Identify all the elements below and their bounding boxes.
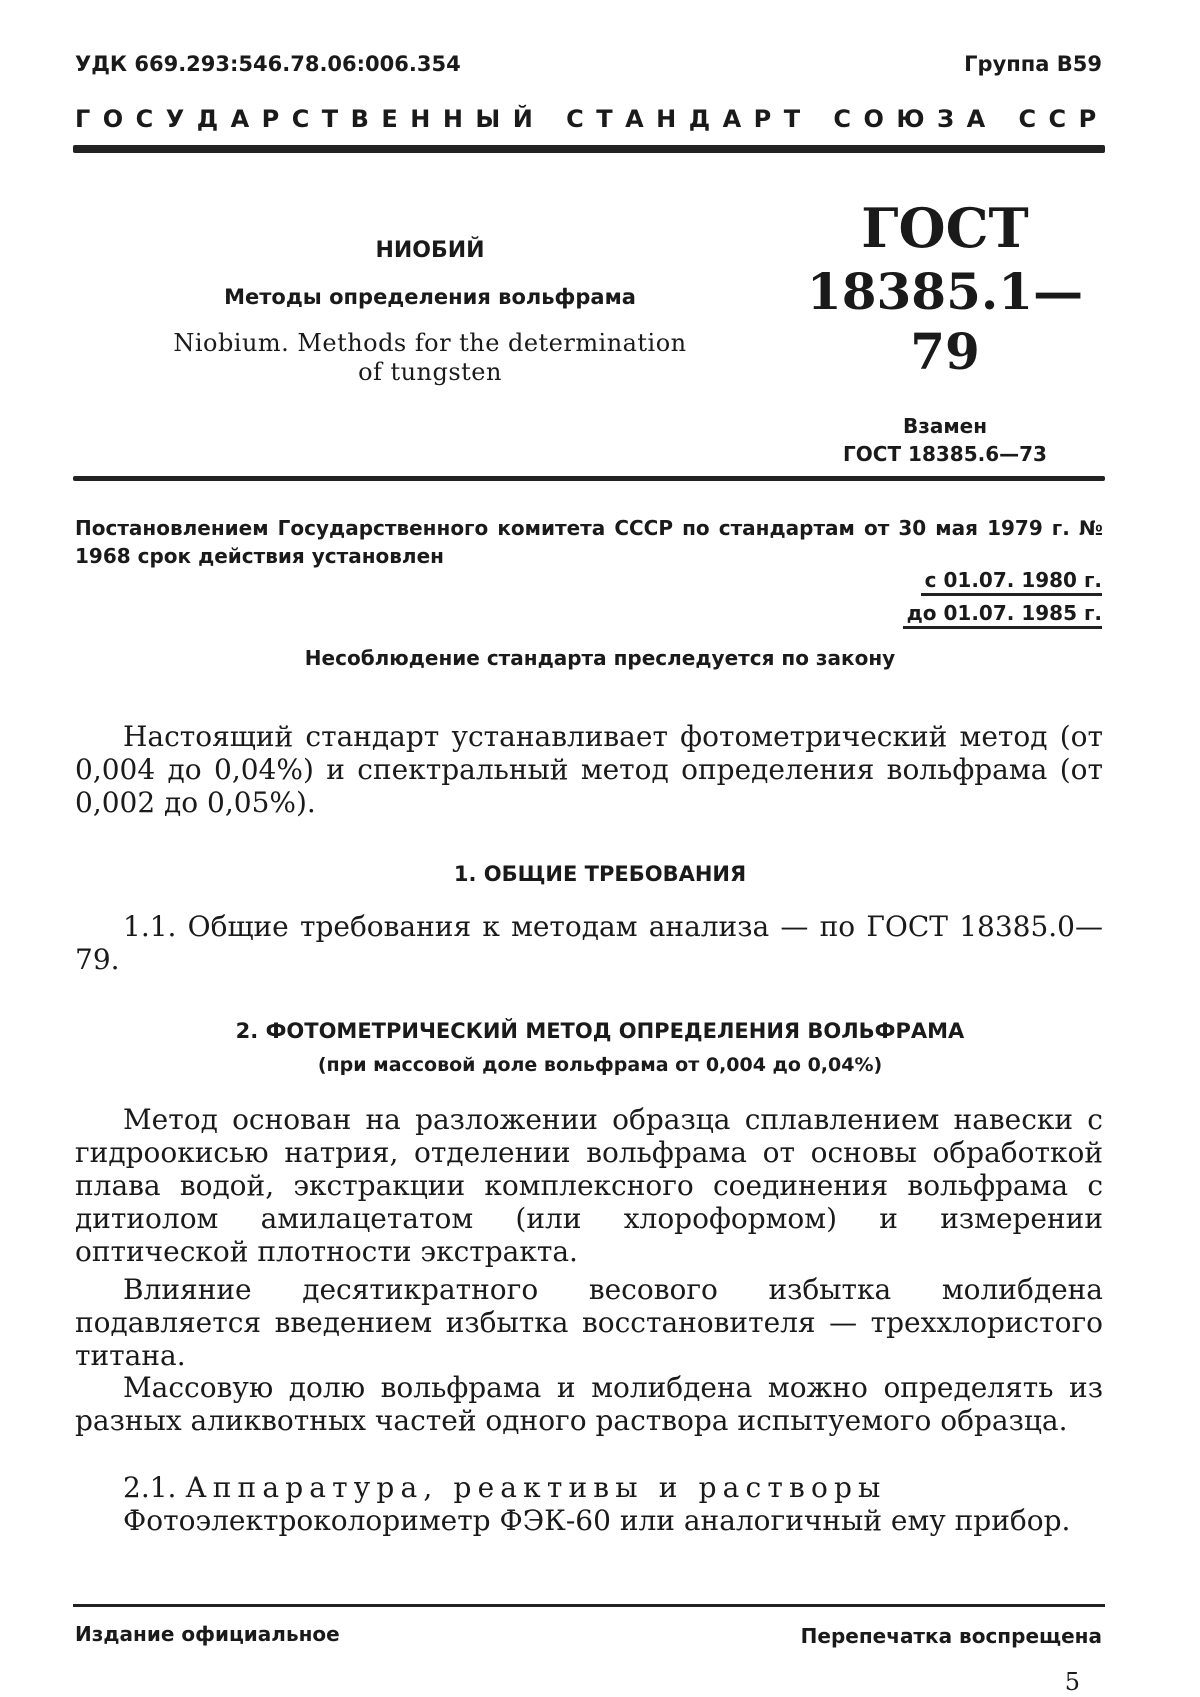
official-edition-label: Издание официальное [75,1622,340,1646]
validity-period [903,566,1102,632]
udk-code: УДК 669.293:546.78.06:006.354 [75,52,461,76]
bottom-divider [73,1604,1105,1607]
state-standard-banner: ГОСУДАРСТВЕННЫЙ СТАНДАРТ СОЮЗА ССР [75,105,1109,133]
middle-divider [73,476,1105,481]
title-block [150,238,710,387]
section-2-subheading: (при массовой доле вольфрама от 0,004 до 0,04%) [317,1054,883,1076]
gost-number: 18385.1—79 [806,262,1084,381]
valid-to: до 01.07. 1985 г. [903,599,1102,629]
section-2-1-heading [75,1471,1103,1504]
section-2-1-number: 2.1. [123,1471,177,1504]
section-2-1-title: Аппаратура, реактивы и растворы [185,1471,887,1504]
penalty-notice: Несоблюдение стандарта преследуется по закону [304,646,896,670]
device-paragraph: Фотоэлектроколориметр ФЭК-60 или аналогичный ему прибор. [123,1504,1071,1537]
section-2-heading: 2. ФОТОМЕТРИЧЕСКИЙ МЕТОД ОПРЕДЕЛЕНИЯ ВОЛЬФРАМА [235,1019,965,1043]
top-divider [73,145,1105,153]
paragraph-1-1: 1.1. Общие требования к методам анализа — по ГОСТ 18385.0—79. [75,910,1103,976]
influence-paragraph: Влияние десятикратного весового избытка молибдена подавляется введением избытка восстановителя — треххлористого титана. [75,1273,1103,1372]
english-title-line: of tungsten [358,358,502,386]
mass-fraction-paragraph: Массовую долю вольфрама и молибдена можно определять из разных аликвотных частей одного раствора испытуемого образца. [75,1371,1103,1437]
document-subtitle: Методы определения вольфрама [224,285,636,309]
replaces-block [790,412,1100,468]
replaces-number: ГОСТ 18385.6—73 [843,442,1047,466]
intro-paragraph: Настоящий стандарт устанавливает фотометрический метод (от 0,004 до 0,04%) и спектральный метод определения вольфрама (от 0,002 до 0,05%). [75,720,1103,819]
method-paragraph: Метод основан на разложении образца сплавлением навески с гидроокисью натрия, отделении вольфрама от основы обработкой плава водой, экстракции комплексного соединения вольфрама с дитиолом амилацетатом (или хлороформом) и измерении оптической плотности экстракта. [75,1103,1103,1268]
decree-text: Постановлением Государственного комитета СССР по стандартам от 30 мая 1979 г. № 1968 срок действия установлен [75,516,1103,568]
english-title [150,329,710,387]
document-title: НИОБИЙ [375,238,485,263]
page-number: 5 [1064,1668,1080,1696]
gost-block [790,198,1100,468]
replaces-label: Взамен [902,414,988,438]
valid-from: с 01.07. 1980 г. [921,566,1102,596]
group-code: Группа В59 [964,52,1102,76]
section-1-heading: 1. ОБЩИЕ ТРЕБОВАНИЯ [453,862,747,886]
english-title-line: Niobium. Methods for the determination [173,329,687,357]
reprint-prohibited-label: Перепечатка воспрещена [800,1624,1102,1648]
gost-label: ГОСТ [861,196,1029,260]
